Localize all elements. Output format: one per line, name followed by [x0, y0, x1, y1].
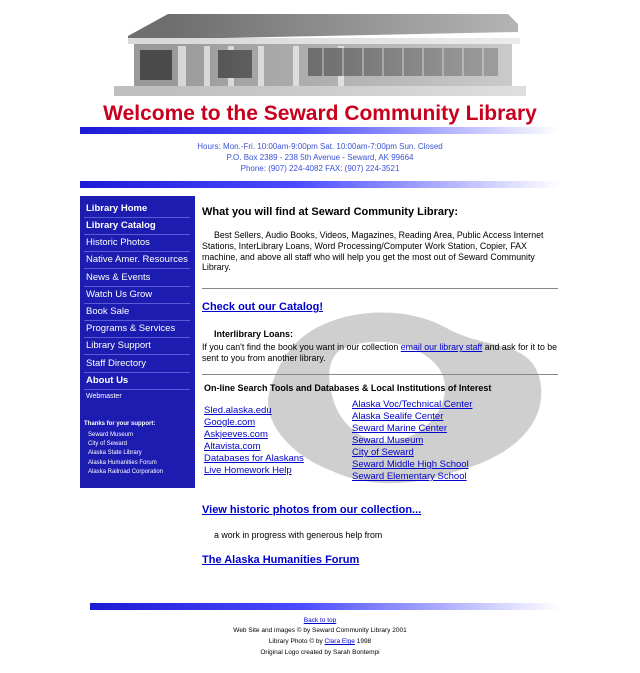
library-building-photo	[108, 10, 528, 100]
sidebar-item-programs-services[interactable]: Programs & Services	[86, 323, 176, 334]
photo-credit-prefix: Library Photo © by	[268, 638, 325, 645]
header-divider	[80, 127, 560, 134]
search-link-databases-alaskans[interactable]: Databases for Alaskans	[204, 453, 304, 464]
humanities-forum-link[interactable]: The Alaska Humanities Forum	[202, 554, 360, 566]
local-link-museum[interactable]: Seward Museum	[352, 435, 424, 446]
supporter-link[interactable]: Alaska Railroad Corporation	[88, 469, 164, 475]
footer-back-to-top	[0, 617, 640, 624]
sidebar-item-native-resources[interactable]: Native Amer. Resources	[86, 254, 188, 265]
interlibrary-text-start: If you can't find the book you want in our collection	[202, 342, 401, 352]
phone-text: Phone: (907) 224-4082 FAX: (907) 224-3521	[240, 164, 400, 173]
footer-logo-credit: Original Logo created by Sarah Bontempi	[260, 649, 380, 656]
sidebar-item-historic-photos[interactable]: Historic Photos	[86, 237, 150, 248]
local-link-middle-high[interactable]: Seward Middle High School	[352, 459, 469, 470]
sidebar-item-library-home[interactable]: Library Home	[86, 203, 148, 214]
hours-text: Hours: Mon.-Fri. 10:00am-9:00pm Sat. 10:00am-7:00pm Sun. Closed	[197, 142, 443, 151]
sidebar-item-news-events[interactable]: News & Events	[86, 272, 151, 283]
sidebar-item-about-us[interactable]: About Us	[86, 375, 129, 386]
services-heading: What you will find at Seward Community Library:	[202, 206, 459, 218]
services-text: Best Sellers, Audio Books, Videos, Magazines, Reading Area, Public Access Internet Stations, InterLibrary Loans, Word Processing/Computer Work Station, Copier, FAX machine, and above all staff who will help you get the most out of Seward Community Library.	[202, 230, 544, 273]
sidebar-item-watch-us-grow[interactable]: Watch Us Grow	[86, 289, 153, 300]
interlibrary-text	[202, 342, 558, 364]
photo-author-link[interactable]: Clara Elge	[324, 638, 355, 645]
nav-divider	[84, 320, 190, 321]
supporter-link[interactable]: Alaska State Library	[88, 450, 142, 456]
historic-photos-link[interactable]: View historic photos from our collection...	[202, 504, 422, 516]
supporter-link[interactable]: City of Seward	[88, 441, 128, 447]
thanks-heading: Thanks for your support:	[84, 421, 156, 427]
sidebar-nav	[80, 196, 195, 488]
nav-divider	[84, 234, 190, 235]
local-link-elementary[interactable]: Seward Elementary School	[352, 471, 467, 482]
supporter-link[interactable]: Seward Museum	[88, 432, 134, 438]
supporter-link[interactable]: Alaska Humanities Forum	[88, 460, 157, 466]
section-divider	[202, 374, 558, 375]
nav-divider	[84, 354, 190, 355]
local-link-sealife[interactable]: Alaska Sealife Center	[352, 411, 444, 422]
search-link-homework-help[interactable]: Live Homework Help	[204, 465, 292, 476]
catalog-link[interactable]: Check out our Catalog!	[202, 301, 324, 313]
local-link-voc-tech[interactable]: Alaska Voc/Technical Center	[352, 399, 473, 410]
search-tools-heading: On-line Search Tools and Databases & Local Institutions of Interest	[204, 383, 492, 393]
webmaster-link[interactable]: Webmaster	[86, 393, 122, 400]
footer-photo-credit	[0, 638, 640, 645]
email-staff-link[interactable]: email our library staff	[400, 342, 483, 352]
sidebar-item-library-catalog[interactable]: Library Catalog	[86, 220, 156, 231]
nav-divider	[84, 251, 190, 252]
search-link-google[interactable]: Google.com	[204, 417, 256, 428]
sidebar-item-library-support[interactable]: Library Support	[86, 340, 151, 351]
back-to-top-link[interactable]: Back to top	[303, 617, 337, 624]
local-link-city[interactable]: City of Seward	[352, 447, 414, 458]
address-text: P.O. Box 2389 - 238 5th Avenue - Seward, AK 99664	[226, 153, 414, 162]
photos-note: a work in progress with generous help from	[214, 530, 383, 540]
footer-divider	[90, 603, 560, 610]
footer-copyright: Web Site and images © by Seward Community Library 2001	[233, 627, 407, 634]
nav-divider	[84, 217, 190, 218]
nav-divider	[84, 303, 190, 304]
nav-divider	[84, 389, 190, 390]
search-link-askjeeves[interactable]: Askjeeves.com	[204, 429, 268, 440]
section-divider	[202, 288, 558, 289]
nav-divider	[84, 268, 190, 269]
nav-divider	[84, 372, 190, 373]
search-link-altavista[interactable]: Altavista.com	[204, 441, 261, 452]
nav-divider	[84, 337, 190, 338]
page-title: Welcome to the Seward Community Library	[103, 102, 537, 125]
content-divider	[80, 181, 560, 188]
sidebar-item-staff-directory[interactable]: Staff Directory	[86, 358, 147, 369]
interlibrary-heading: Interlibrary Loans:	[214, 329, 294, 339]
interlibrary-text-end: and ask for it to be sent to you from another library.	[202, 342, 558, 363]
nav-divider	[84, 286, 190, 287]
search-link-sled[interactable]: Sled.alaska.edu	[204, 405, 272, 416]
local-link-marine-center[interactable]: Seward Marine Center	[352, 423, 448, 434]
photo-credit-year: 1998	[354, 638, 372, 645]
sidebar-item-book-sale[interactable]: Book Sale	[86, 306, 130, 317]
